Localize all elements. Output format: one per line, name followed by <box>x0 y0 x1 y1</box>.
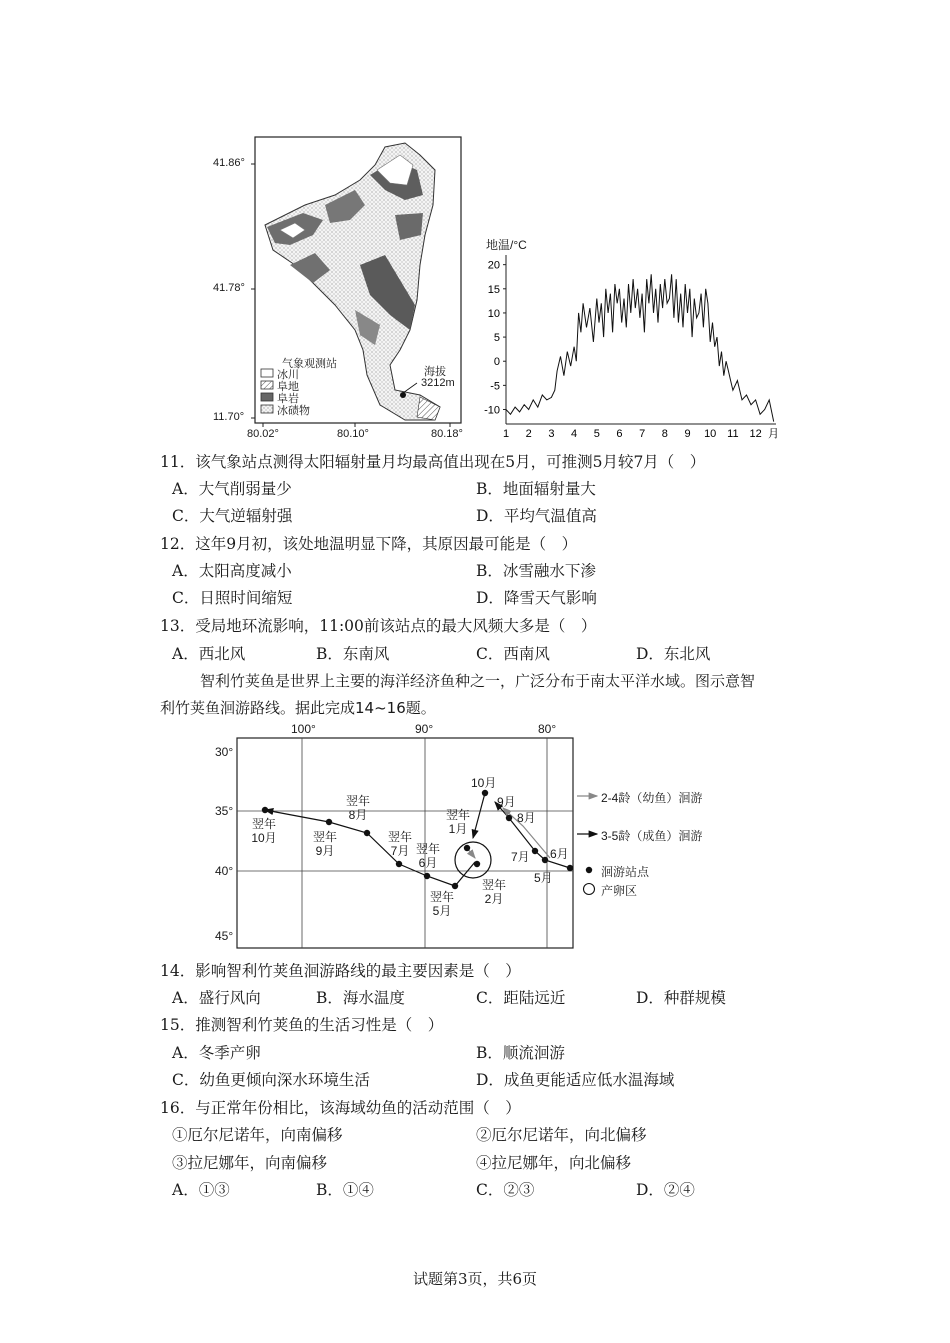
q12-option-a[interactable]: A．太阳高度减小 <box>172 562 292 580</box>
lon-label-90: 90° <box>415 722 434 736</box>
question-13-stem: 13．受局地环流影响，11:00前该站点的最大风频大多是（ ） <box>160 617 597 635</box>
station-label: 翌年6月 <box>415 842 440 870</box>
lat-label-bottom: 11.70° <box>213 411 245 423</box>
x-tick-label: 8 <box>661 428 668 440</box>
q13-option-b[interactable]: B．东南风 <box>316 645 390 663</box>
y-tick-label: 15 <box>487 283 500 296</box>
q16-statement-4: ④拉尼娜年，向北偏移 <box>476 1154 632 1172</box>
station-label: 9月 <box>497 795 516 809</box>
station-label: 5月 <box>534 871 553 885</box>
lat-label-45: 45° <box>215 929 234 943</box>
x-tick-label: 7 <box>639 428 646 440</box>
station-label: 8月 <box>517 811 536 825</box>
x-tick-label: 2 <box>525 428 532 440</box>
q16-option-d[interactable]: D．②④ <box>636 1181 695 1199</box>
legend-item-fudi: 阜地 <box>277 381 299 393</box>
station-label: 10月 <box>471 776 497 790</box>
question-16-stem: 16．与正常年份相比，该海域幼鱼的活动范围（ ） <box>160 1099 521 1117</box>
legend-item-moraine: 冰碛物 <box>277 405 310 417</box>
ground-temp-chart-figure <box>480 230 780 445</box>
x-tick-label: 12 <box>749 428 762 440</box>
station-dot <box>532 848 538 854</box>
x-tick-label: 10 <box>704 428 717 440</box>
station-label: 翌年8月 <box>345 794 370 822</box>
x-axis-label: 月 <box>768 428 779 440</box>
station-label: 翌年7月 <box>387 830 412 858</box>
lon-label-100: 100° <box>291 722 316 736</box>
q16-option-b[interactable]: B．①④ <box>316 1181 374 1199</box>
station-dot <box>452 883 458 889</box>
lat-label-35: 35° <box>215 804 234 818</box>
q16-option-a[interactable]: A．①③ <box>172 1181 230 1199</box>
y-tick-label: -10 <box>484 404 500 417</box>
lat-label-top: 41.86° <box>213 157 245 169</box>
x-tick-label: 5 <box>593 428 600 440</box>
q15-option-d[interactable]: D．成鱼更能适应低水温海域 <box>476 1071 675 1089</box>
q11-option-b[interactable]: B．地面辐射量大 <box>476 480 596 498</box>
q16-option-c[interactable]: C．②③ <box>476 1181 535 1199</box>
legend-adult: 3-5龄（成鱼）洄游 <box>601 829 703 843</box>
station-dot <box>567 865 573 871</box>
station-dot <box>396 861 402 867</box>
station-dot <box>506 815 512 821</box>
x-tick-label: 1 <box>502 428 510 440</box>
q12-option-c[interactable]: C．日照时间缩短 <box>172 589 293 607</box>
lat-label-mid: 41.78° <box>213 282 245 294</box>
q16-statement-1: ①厄尔尼诺年，向南偏移 <box>172 1126 343 1144</box>
x-tick-label: 4 <box>571 428 578 440</box>
y-tick-label: 10 <box>487 307 500 320</box>
question-15-stem: 15．推测智利竹荚鱼的生活习性是（ ） <box>160 1016 444 1034</box>
station-dot <box>364 830 370 836</box>
q13-option-c[interactable]: C．西南风 <box>476 645 550 663</box>
q16-statement-3: ③拉尼娜年，向南偏移 <box>172 1154 328 1172</box>
q13-option-d[interactable]: D．东北风 <box>636 645 711 663</box>
lat-label-40: 40° <box>215 864 234 878</box>
legend-station: 洄游站点 <box>601 865 650 879</box>
station-label: 翌年10月 <box>251 817 277 845</box>
migration-map-figure <box>205 718 725 950</box>
legend-item-bedrock: 阜岩 <box>277 393 299 405</box>
x-tick-label: 6 <box>616 428 623 440</box>
station-dot <box>326 819 332 825</box>
station-label: 6月 <box>550 847 569 861</box>
y-tick-label: 0 <box>493 356 500 369</box>
passage-line-1: 智利竹荚鱼是世界上主要的海洋经济鱼种之一，广泛分布于南太平洋水域。图示意智 <box>200 672 756 690</box>
page-footer: 试题第3页，共6页 <box>412 1270 538 1288</box>
station-dot <box>464 845 470 851</box>
legend-spawning: 产卵区 <box>601 884 638 898</box>
question-11-stem: 11．该气象站点测得太阳辐射量月均最高值出现在5月，可推测5月较7月（ ） <box>160 453 706 471</box>
ground-temp-series-line <box>506 274 774 421</box>
q15-option-b[interactable]: B．顺流洄游 <box>476 1044 565 1062</box>
legend-item-glacier: 冰川 <box>277 369 299 381</box>
lon-label-3: 80.18° <box>431 428 463 440</box>
q14-option-c[interactable]: C．距陆远近 <box>476 989 566 1007</box>
lon-label-80: 80° <box>538 722 557 736</box>
legend-title: 气象观测站 <box>282 358 337 370</box>
lat-label-30: 30° <box>215 745 234 759</box>
legend-juvenile: 2-4龄（幼鱼）洄游 <box>601 791 703 805</box>
question-12-stem: 12．这年9月初，该处地温明显下降，其原因最可能是（ ） <box>160 535 578 553</box>
x-tick-label: 9 <box>684 428 691 440</box>
lon-label-2: 80.10° <box>337 428 369 440</box>
station-label: 翌年9月 <box>312 830 337 858</box>
station-dot <box>542 857 548 863</box>
chart-ylabel: 地温/°C <box>486 238 527 252</box>
q13-option-a[interactable]: A．西北风 <box>172 645 246 663</box>
q14-option-d[interactable]: D．种群规模 <box>636 989 726 1007</box>
q15-option-a[interactable]: A．冬季产卵 <box>172 1044 261 1062</box>
q15-option-c[interactable]: C．幼鱼更倾向深水环境生活 <box>172 1071 370 1089</box>
station-label: 翌年5月 <box>429 890 454 918</box>
passage-line-2: 利竹荚鱼洄游路线。据此完成14~16题。 <box>160 699 436 717</box>
station-dot <box>474 861 480 867</box>
x-tick-label: 3 <box>548 428 555 440</box>
station-dot <box>424 873 430 879</box>
q11-option-c[interactable]: C．大气逆辐射强 <box>172 507 293 525</box>
q16-statement-2: ②厄尔尼诺年，向北偏移 <box>476 1126 647 1144</box>
elevation-value: 3212m <box>421 377 455 389</box>
station-label: 7月 <box>511 850 530 864</box>
lon-label-1: 80.02° <box>247 428 279 440</box>
y-tick-label: 5 <box>493 332 500 345</box>
elevation-label: 海拔 <box>424 366 446 378</box>
question-14-stem: 14．影响智利竹荚鱼洄游路线的最主要因素是（ ） <box>160 962 521 980</box>
ground-temp-chart <box>480 230 780 445</box>
glacier-map-figure <box>195 135 470 445</box>
q11-option-a[interactable]: A．大气削弱量少 <box>172 480 292 498</box>
q11-option-d[interactable]: D．平均气温值高 <box>476 507 597 525</box>
y-tick-label: 20 <box>487 259 500 272</box>
q12-option-b[interactable]: B．冰雪融水下渗 <box>476 562 596 580</box>
q14-option-b[interactable]: B．海水温度 <box>316 989 405 1007</box>
y-tick-label: -5 <box>490 380 500 393</box>
x-tick-label: 11 <box>727 428 739 440</box>
q12-option-d[interactable]: D．降雪天气影响 <box>476 589 597 607</box>
q14-option-a[interactable]: A．盛行风向 <box>172 989 261 1007</box>
station-label: 翌年1月 <box>445 808 470 836</box>
station-dot <box>262 807 268 813</box>
station-label: 翌年2月 <box>481 878 506 906</box>
